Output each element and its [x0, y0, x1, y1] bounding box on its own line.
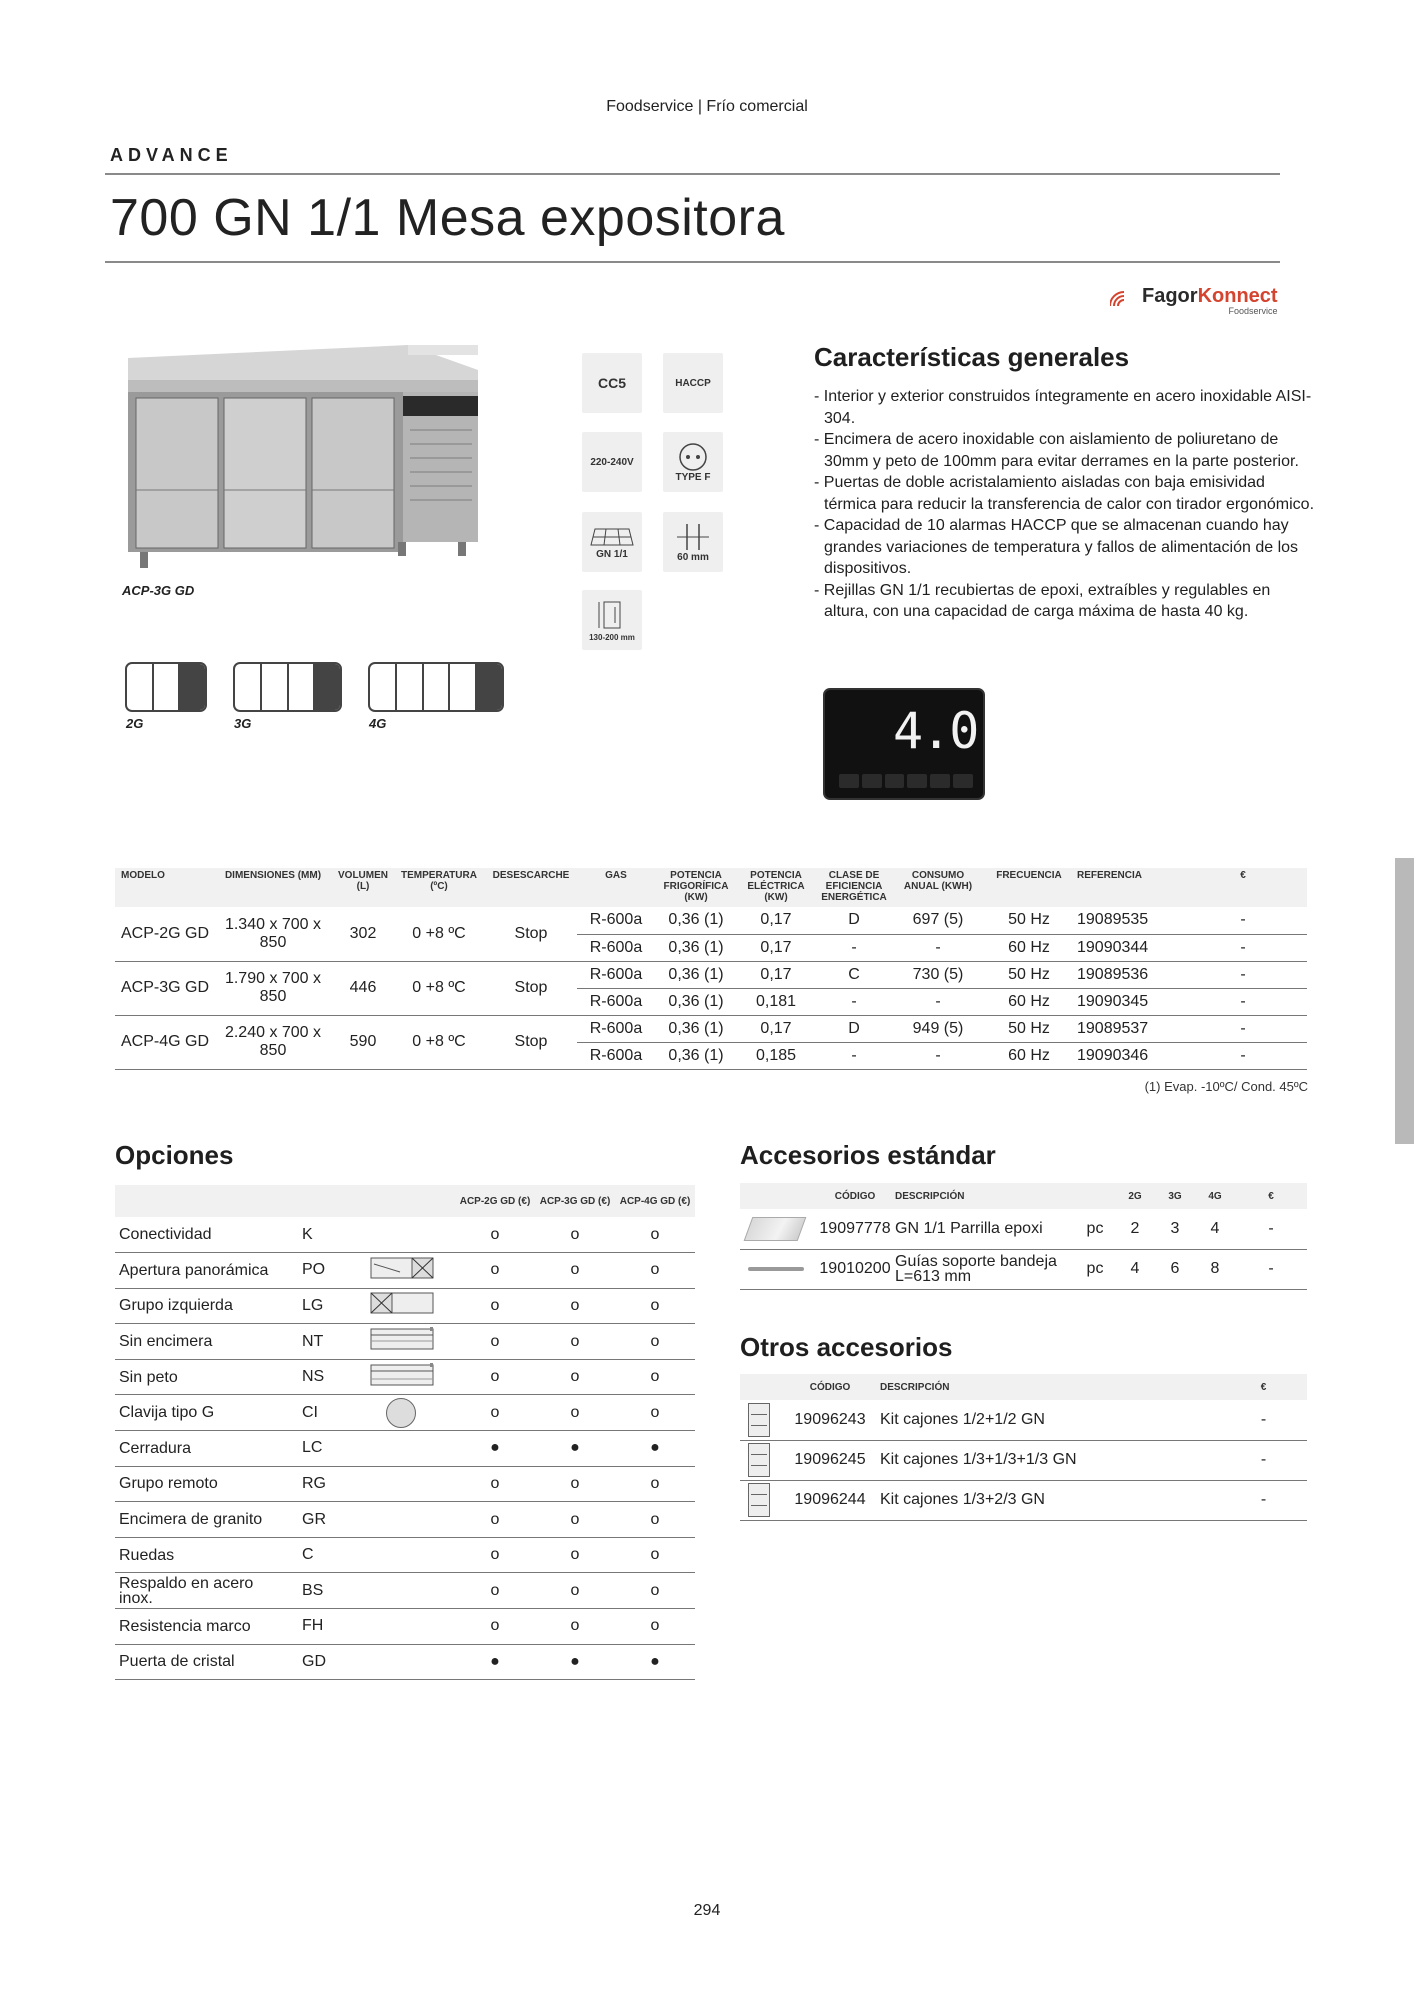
drawer-kit-image: [748, 1443, 770, 1477]
gas-cell: R-600a: [577, 934, 655, 961]
option-availability: o: [535, 1466, 615, 1502]
frequency-cell: 60 Hz: [983, 934, 1075, 961]
price-cell: -: [1179, 961, 1307, 988]
no-top-icon: [370, 1327, 434, 1351]
drawer-image-cell: [740, 1480, 780, 1520]
energy-class-cell: -: [815, 1042, 893, 1069]
logo-text-fagor: Fagor: [1142, 284, 1198, 307]
option-availability: o: [615, 1359, 695, 1395]
plug-icon: [386, 1398, 416, 1428]
right-x-icon: [370, 1256, 434, 1280]
option-availability: o: [615, 1324, 695, 1360]
electric-power-cell: 0,17: [737, 1015, 815, 1042]
option-availability: o: [535, 1359, 615, 1395]
price-cell: -: [1179, 988, 1307, 1015]
price-cell: -: [1179, 934, 1307, 961]
option-icon-cell: [370, 1502, 455, 1538]
spec-row: [115, 961, 1307, 988]
display-keys: [839, 774, 973, 788]
option-availability: o: [535, 1324, 615, 1360]
col-reference: REFERENCIA: [1075, 868, 1179, 907]
option-code: RG: [290, 1466, 370, 1502]
option-code: NS: [290, 1359, 370, 1395]
temperature-cell: 0 +8 ºC: [393, 961, 485, 1015]
energy-class-cell: D: [815, 907, 893, 934]
option-name: Grupo izquierda: [115, 1288, 290, 1324]
option-code: LG: [290, 1288, 370, 1324]
accessory-g3: 3: [1155, 1209, 1195, 1249]
characteristics-list: [814, 386, 1314, 623]
col-code: CÓDIGO: [780, 1374, 880, 1400]
option-name: Sin encimera: [115, 1324, 290, 1360]
col-description: DESCRIPCIÓN: [880, 1374, 1220, 1400]
drawer-image-cell: [740, 1400, 780, 1440]
cooling-power-cell: 0,36 (1): [655, 988, 737, 1015]
col-description: DESCRIPCIÓN: [895, 1183, 1075, 1209]
cooling-power-cell: 0,36 (1): [655, 907, 737, 934]
controller-display: [823, 688, 985, 800]
option-availability: o: [455, 1217, 535, 1253]
consumption-cell: 949 (5): [893, 1015, 983, 1042]
wifi-logo-icon: [1110, 284, 1136, 308]
no-splash-icon: [370, 1363, 434, 1387]
option-code: CI: [290, 1395, 370, 1431]
defrost-cell: Stop: [485, 961, 577, 1015]
option-icon-cell: [370, 1395, 455, 1431]
price-cell: -: [1179, 907, 1307, 934]
col-defrost: DESESCARCHE: [485, 868, 577, 907]
other-accessories-table: [740, 1374, 1307, 1521]
col-2g: 2G: [1115, 1183, 1155, 1209]
cooling-power-cell: 0,36 (1): [655, 934, 737, 961]
energy-class-cell: C: [815, 961, 893, 988]
accessory-g2: 2: [1115, 1209, 1155, 1249]
option-name: Cerradura: [115, 1431, 290, 1467]
consumption-cell: 697 (5): [893, 907, 983, 934]
option-availability: o: [535, 1288, 615, 1324]
accessory-row: [740, 1249, 1307, 1289]
frequency-cell: 60 Hz: [983, 1042, 1075, 1069]
temperature-cell: 0 +8 ºC: [393, 1015, 485, 1069]
accessories-table: [740, 1183, 1307, 1290]
category-line: Foodservice | Frío comercial: [606, 98, 808, 115]
col-acp-2g: ACP-2G GD (€): [455, 1185, 535, 1217]
option-row: [115, 1466, 695, 1502]
voltage-icon: [582, 432, 642, 492]
other-description: Kit cajones 1/3+1/3+1/3 GN: [880, 1440, 1220, 1480]
option-row: [115, 1644, 695, 1680]
accessory-g3: 6: [1155, 1249, 1195, 1289]
gn-tray-icon: [582, 512, 642, 572]
option-availability: o: [455, 1502, 535, 1538]
defrost-cell: Stop: [485, 907, 577, 961]
config-2g-diagram: [125, 662, 207, 712]
accessory-price: -: [1235, 1209, 1307, 1249]
gas-cell: R-600a: [577, 907, 655, 934]
option-availability: o: [455, 1288, 535, 1324]
other-accessory-row: [740, 1400, 1307, 1440]
option-icon-cell: [370, 1288, 455, 1324]
cc5-label: CC5: [597, 375, 626, 391]
socket-icon: [678, 442, 708, 472]
col-frequency: FRECUENCIA: [983, 868, 1075, 907]
product-line: ADVANCE: [110, 145, 233, 165]
frequency-cell: 50 Hz: [983, 961, 1075, 988]
other-header-row: [740, 1374, 1307, 1400]
plug-icon: [663, 432, 723, 492]
accessory-code: 19010200: [815, 1249, 895, 1289]
spec-header-row: [115, 868, 1307, 907]
option-availability: ●: [535, 1644, 615, 1680]
col-energy-class: CLASE DE EFICIENCIA ENERGÉTICA: [815, 868, 893, 907]
option-availability: o: [615, 1537, 695, 1573]
characteristic-item: - Puertas de doble acristalamiento aisladas con baja emisividad térmica para reducir la transferencia de calor con tirador ergonómico.: [814, 472, 1314, 515]
option-availability: o: [535, 1573, 615, 1609]
electric-power-cell: 0,185: [737, 1042, 815, 1069]
dimensions-cell: 2.240 x 700 x 850: [213, 1015, 333, 1069]
other-description: Kit cajones 1/3+2/3 GN: [880, 1480, 1220, 1520]
config-4g-diagram: [368, 662, 504, 712]
option-code: LC: [290, 1431, 370, 1467]
dimensions-cell: 1.340 x 700 x 850: [213, 907, 333, 961]
option-availability: o: [615, 1573, 695, 1609]
option-name: Encimera de granito: [115, 1502, 290, 1538]
reference-cell: 19090345: [1075, 988, 1179, 1015]
fagor-konnect-logo: [1110, 284, 1278, 316]
logo-text-konnect: Konnect: [1197, 284, 1278, 307]
spec-row: [115, 1015, 1307, 1042]
option-availability: o: [535, 1502, 615, 1538]
height-label: 130-200 mm: [589, 632, 635, 642]
display-value: 4.0: [893, 702, 978, 760]
defrost-cell: Stop: [485, 1015, 577, 1069]
accessory-g2: 4: [1115, 1249, 1155, 1289]
accessory-image-cell: [740, 1249, 815, 1289]
plug-label: TYPE F: [675, 471, 711, 483]
col-volume: VOLUMEN (L): [333, 868, 393, 907]
energy-class-cell: -: [815, 934, 893, 961]
price-cell: -: [1179, 1042, 1307, 1069]
spec-footnote: (1) Evap. -10ºC/ Cond. 45ºC: [1144, 1079, 1308, 1094]
option-code: GR: [290, 1502, 370, 1538]
accessory-description: Guías soporte bandeja L=613 mm: [895, 1249, 1075, 1289]
consumption-cell: 730 (5): [893, 961, 983, 988]
reference-cell: 19089536: [1075, 961, 1179, 988]
option-availability: o: [535, 1537, 615, 1573]
option-icon-cell: [370, 1431, 455, 1467]
energy-class-cell: D: [815, 1015, 893, 1042]
gas-cell: R-600a: [577, 1015, 655, 1042]
option-name: Respaldo en acero inox.: [115, 1573, 290, 1609]
option-code: BS: [290, 1573, 370, 1609]
drawer-kit-image: [748, 1483, 770, 1517]
option-icon-cell: [370, 1217, 455, 1253]
option-name: Resistencia marco: [115, 1609, 290, 1645]
depth-icon: [663, 512, 723, 572]
gas-cell: R-600a: [577, 988, 655, 1015]
option-availability: o: [535, 1609, 615, 1645]
col-code: CÓDIGO: [815, 1183, 895, 1209]
gas-cell: R-600a: [577, 961, 655, 988]
option-code: K: [290, 1217, 370, 1253]
voltage-label: 220-240V: [590, 456, 634, 468]
config-2g-label: 2G: [126, 716, 144, 731]
col-electric-power: POTENCIA ELÉCTRICA (KW): [737, 868, 815, 907]
option-row: [115, 1217, 695, 1253]
drawer-kit-image: [748, 1403, 770, 1437]
gn-label: GN 1/1: [596, 548, 628, 560]
option-availability: o: [455, 1324, 535, 1360]
option-row: [115, 1324, 695, 1360]
option-availability: o: [535, 1217, 615, 1253]
option-icon-cell: [370, 1359, 455, 1395]
other-accessory-row: [740, 1440, 1307, 1480]
option-availability: o: [455, 1537, 535, 1573]
depth-diagram-icon: [673, 522, 713, 552]
other-description: Kit cajones 1/2+1/2 GN: [880, 1400, 1220, 1440]
other-price: -: [1220, 1480, 1307, 1520]
option-availability: o: [615, 1466, 695, 1502]
option-row: [115, 1431, 695, 1467]
accessory-g4: 4: [1195, 1209, 1235, 1249]
options-header-row: [115, 1185, 695, 1217]
option-row: [115, 1288, 695, 1324]
option-code: NT: [290, 1324, 370, 1360]
accessories-header-row: [740, 1183, 1307, 1209]
option-row: [115, 1609, 695, 1645]
electric-power-cell: 0,17: [737, 934, 815, 961]
option-row: [115, 1502, 695, 1538]
option-code: FH: [290, 1609, 370, 1645]
price-cell: -: [1179, 1015, 1307, 1042]
height-diagram-icon: [595, 599, 629, 633]
haccp-icon: [663, 353, 723, 413]
option-row: [115, 1573, 695, 1609]
height-icon: [582, 590, 642, 650]
model-cell: ACP-2G GD: [115, 907, 213, 961]
option-availability: o: [455, 1253, 535, 1289]
accessory-unit: pc: [1075, 1249, 1115, 1289]
option-availability: ●: [535, 1431, 615, 1467]
option-availability: o: [615, 1288, 695, 1324]
dimensions-cell: 1.790 x 700 x 850: [213, 961, 333, 1015]
reference-cell: 19090344: [1075, 934, 1179, 961]
accessory-code: 19097778: [815, 1209, 895, 1249]
col-dimensions: DIMENSIONES (MM): [213, 868, 333, 907]
option-availability: o: [535, 1253, 615, 1289]
gas-cell: R-600a: [577, 1042, 655, 1069]
logo-subtext: Foodservice: [1228, 306, 1278, 316]
col-acp-3g: ACP-3G GD (€): [535, 1185, 615, 1217]
frequency-cell: 60 Hz: [983, 988, 1075, 1015]
col-model: MODELO: [115, 868, 213, 907]
option-availability: o: [615, 1395, 695, 1431]
option-availability: ●: [615, 1431, 695, 1467]
consumption-cell: -: [893, 988, 983, 1015]
other-code: 19096245: [780, 1440, 880, 1480]
col-annual-consumption: CONSUMO ANUAL (KWH): [893, 868, 983, 907]
product-image: [118, 340, 488, 570]
accessories-title: Accesorios estándar: [740, 1140, 996, 1170]
option-icon-cell: [370, 1466, 455, 1502]
option-availability: o: [615, 1217, 695, 1253]
volume-cell: 590: [333, 1015, 393, 1069]
option-row: [115, 1359, 695, 1395]
accessory-description: GN 1/1 Parrilla epoxi: [895, 1209, 1075, 1249]
col-3g: 3G: [1155, 1183, 1195, 1209]
spec-table: [115, 868, 1307, 1070]
page-title: 700 GN 1/1 Mesa expositora: [110, 189, 785, 247]
page-number: 294: [693, 1902, 721, 1919]
reference-cell: 19089535: [1075, 907, 1179, 934]
depth-label: 60 mm: [677, 551, 709, 563]
other-code: 19096244: [780, 1480, 880, 1520]
col-price: €: [1235, 1183, 1307, 1209]
accessory-image-cell: [740, 1209, 815, 1249]
accessory-price: -: [1235, 1249, 1307, 1289]
divider: [105, 261, 1280, 263]
drawer-image-cell: [740, 1440, 780, 1480]
col-gas: GAS: [577, 868, 655, 907]
volume-cell: 302: [333, 907, 393, 961]
side-tab: [1395, 858, 1414, 1144]
accessory-g4: 8: [1195, 1249, 1235, 1289]
option-name: Clavija tipo G: [115, 1395, 290, 1431]
left-x-icon: [370, 1291, 434, 1315]
option-availability: ●: [455, 1644, 535, 1680]
option-code: PO: [290, 1253, 370, 1289]
col-price: €: [1179, 868, 1307, 907]
characteristics-title: Características generales: [814, 342, 1130, 372]
option-icon-cell: [370, 1644, 455, 1680]
option-icon-cell: [370, 1253, 455, 1289]
characteristic-item: - Capacidad de 10 alarmas HACCP que se almacenan cuando hay grandes variaciones de temperatura y fallos de alimentación de los dispositivos.: [814, 515, 1314, 580]
rail-guide-image: [748, 1267, 804, 1271]
option-name: Ruedas: [115, 1537, 290, 1573]
other-code: 19096243: [780, 1400, 880, 1440]
other-price: -: [1220, 1400, 1307, 1440]
divider: [105, 173, 1280, 175]
col-temperature: TEMPERATURA (ºC): [393, 868, 485, 907]
spec-row: [115, 907, 1307, 934]
col-4g: 4G: [1195, 1183, 1235, 1209]
option-availability: ●: [455, 1431, 535, 1467]
option-availability: o: [455, 1573, 535, 1609]
characteristic-item: - Rejillas GN 1/1 recubiertas de epoxi, extraíbles y regulables en altura, con una capacidad de carga máxima de hasta 40 kg.: [814, 580, 1314, 623]
other-price: -: [1220, 1440, 1307, 1480]
characteristic-item: - Interior y exterior construidos íntegramente en acero inoxidable AISI-304.: [814, 386, 1314, 429]
cc5-icon: [582, 353, 642, 413]
temperature-cell: 0 +8 ºC: [393, 907, 485, 961]
option-availability: o: [455, 1609, 535, 1645]
electric-power-cell: 0,17: [737, 907, 815, 934]
reference-cell: 19089537: [1075, 1015, 1179, 1042]
characteristic-item: - Encimera de acero inoxidable con aislamiento de poliuretano de 30mm y peto de 100mm para evitar derrames en la parte posterior.: [814, 429, 1314, 472]
electric-power-cell: 0,17: [737, 961, 815, 988]
frequency-cell: 50 Hz: [983, 907, 1075, 934]
config-3g-label: 3G: [234, 716, 252, 731]
cooling-power-cell: 0,36 (1): [655, 1015, 737, 1042]
consumption-cell: -: [893, 1042, 983, 1069]
option-row: [115, 1395, 695, 1431]
reference-cell: 19090346: [1075, 1042, 1179, 1069]
cooling-power-cell: 0,36 (1): [655, 1042, 737, 1069]
col-price: €: [1220, 1374, 1307, 1400]
frequency-cell: 50 Hz: [983, 1015, 1075, 1042]
other-accessories-title: Otros accesorios: [740, 1332, 953, 1362]
product-label: ACP-3G GD: [122, 583, 195, 598]
model-cell: ACP-4G GD: [115, 1015, 213, 1069]
other-accessory-row: [740, 1480, 1307, 1520]
options-title: Opciones: [115, 1140, 234, 1170]
option-icon-cell: [370, 1537, 455, 1573]
option-name: Sin peto: [115, 1359, 290, 1395]
option-icon-cell: [370, 1609, 455, 1645]
option-availability: o: [615, 1502, 695, 1538]
grid-icon: [589, 525, 635, 549]
option-name: Apertura panorámica: [115, 1253, 290, 1289]
option-availability: o: [455, 1395, 535, 1431]
option-icon-cell: [370, 1573, 455, 1609]
energy-class-cell: -: [815, 988, 893, 1015]
option-row: [115, 1253, 695, 1289]
col-acp-4g: ACP-4G GD (€): [615, 1185, 695, 1217]
config-3g-diagram: [233, 662, 342, 712]
option-name: Puerta de cristal: [115, 1644, 290, 1680]
option-row: [115, 1537, 695, 1573]
col-cooling-power: POTENCIA FRIGORÍFICA (KW): [655, 868, 737, 907]
volume-cell: 446: [333, 961, 393, 1015]
option-availability: ●: [615, 1644, 695, 1680]
options-table: [115, 1185, 695, 1680]
electric-power-cell: 0,181: [737, 988, 815, 1015]
option-availability: o: [455, 1466, 535, 1502]
option-code: C: [290, 1537, 370, 1573]
option-availability: o: [615, 1253, 695, 1289]
config-4g-label: 4G: [369, 716, 387, 731]
option-code: GD: [290, 1644, 370, 1680]
option-icon-cell: [370, 1324, 455, 1360]
consumption-cell: -: [893, 934, 983, 961]
accessory-row: [740, 1209, 1307, 1249]
option-availability: o: [535, 1395, 615, 1431]
option-availability: o: [615, 1609, 695, 1645]
model-cell: ACP-3G GD: [115, 961, 213, 1015]
grid-tray-image: [744, 1217, 807, 1241]
option-name: Conectividad: [115, 1217, 290, 1253]
option-availability: o: [455, 1359, 535, 1395]
accessory-unit: pc: [1075, 1209, 1115, 1249]
cooling-power-cell: 0,36 (1): [655, 961, 737, 988]
option-name: Grupo remoto: [115, 1466, 290, 1502]
haccp-label: HACCP: [675, 377, 711, 389]
